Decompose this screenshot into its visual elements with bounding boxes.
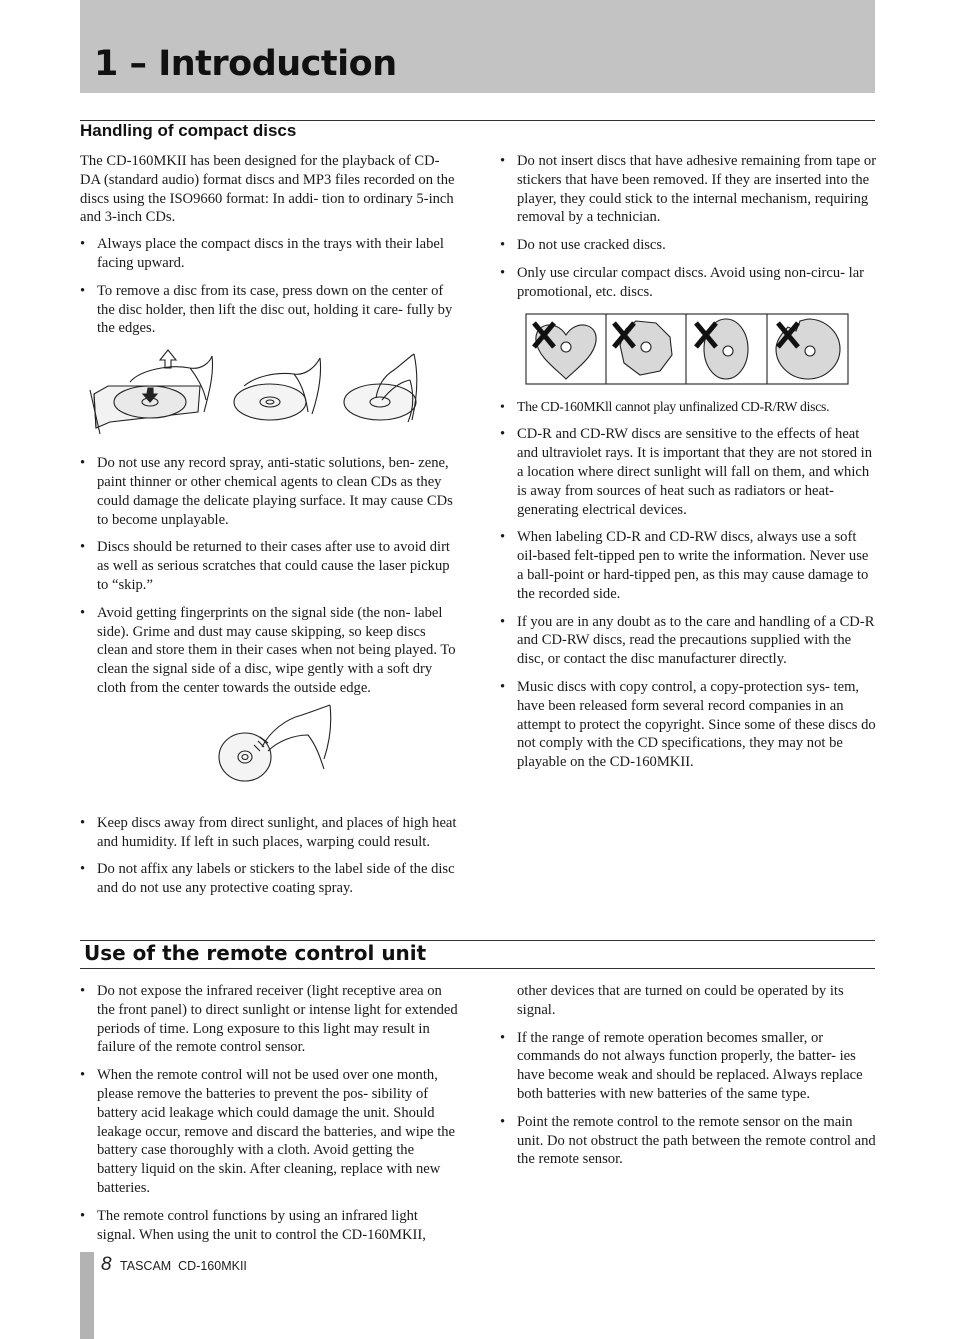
list-item: • Do not use any record spray, anti-static solutions, ben- zene, paint thinner or other chemical agents to clean CDs as they could damage the delicate playing surface. It may cause CDs to become unplayable. (80, 454, 458, 529)
disc-cleaning-illustration (80, 701, 458, 811)
bullet-list-handling-b (80, 454, 458, 698)
section-heading-handling-discs: Handling of compact discs (80, 121, 297, 140)
page-footer (101, 1254, 247, 1276)
right-column-handling (500, 152, 877, 772)
list-item: • If the range of remote operation becomes smaller, or commands do not always function properly, the batter- ies have become weak and should be replaced. Always replace both batteries with new batteries of the same type. (500, 1029, 877, 1104)
bullet-list-handling-right-a (500, 152, 877, 302)
list-item: • The CD-160MKll cannot play unfinalized CD-R/RW discs. (500, 398, 877, 417)
list-item: • The remote control functions by using an infrared light signal. When using the unit to control the CD-160MKII, (80, 1207, 458, 1245)
page-number: 8 (101, 1254, 112, 1275)
non-circular-discs-illustration (500, 305, 877, 397)
list-item: • Point the remote control to the remote sensor on the main unit. Do not obstruct the path between the remote control and the remote sensor. (500, 1113, 877, 1169)
list-item: • Always place the compact discs in the trays with their label facing upward. (80, 235, 458, 273)
footer-bar (80, 1252, 94, 1339)
intro-paragraph: The CD-160MKII has been designed for the playback of CD-DA (standard audio) format discs and MP3 files recorded on the discs using the ISO9660 format: In addi- tion to ordinary 5-inch and 3-inch CDs. (80, 153, 455, 226)
bullet-list-remote-left (80, 982, 458, 1244)
chapter-banner (80, 0, 875, 93)
list-item: • Discs should be returned to their cases after use to avoid dirt as well as serious scratches that could cause the laser pickup to “skip.” (80, 538, 458, 594)
list-item: • CD-R and CD-RW discs are sensitive to the effects of heat and ultraviolet rays. It is important that they are not stored in a location where direct sunlight will fall on them, and which is away from sources of heat such as radiators or heat-generating electrical devices. (500, 425, 877, 519)
list-item: • When the remote control will not be used over one month, please remove the batteries to prevent the pos- sibility of battery acid leakage which could damage the unit. Should leakage occur, remove and discard the batteries, and wipe the battery case thoroughly with a cloth. Avoid getting the battery liquid on the skin. After cleaning, replace with new batteries. (80, 1066, 458, 1198)
footer-brand: TASCAM CD-160MKII (120, 1259, 247, 1273)
section-heading-remote-control: Use of the remote control unit (84, 941, 427, 965)
right-column-remote (500, 982, 877, 1169)
bullet-list-handling-c (80, 814, 458, 898)
left-column-handling (80, 152, 458, 898)
list-item: • Do not insert discs that have adhesive remaining from tape or stickers that have been removed. If they are inserted into the player, they could stick to the internal mechanism, requiring removal by a technician. (500, 152, 877, 227)
bullet-list-handling-a (80, 235, 458, 338)
list-item: • If you are in any doubt as to the care and handling of a CD-R and CD-RW discs, read the precautions supplied with the disc, or contact the disc manufacturer directly. (500, 613, 877, 669)
list-item: • Only use circular compact discs. Avoid using non-circu- lar promotional, etc. discs. (500, 264, 877, 302)
list-item: • Avoid getting fingerprints on the signal side (the non- label side). Grime and dust may cause skipping, so keep discs clean and store them in their cases when not being played. To clean the signal side of a disc, wipe gently with a soft dry cloth from the center towards the outside edge. (80, 604, 458, 698)
list-item: • To remove a disc from its case, press down on the center of the disc holder, then lift the disc out, holding it care- fully by the edges. (80, 282, 458, 338)
bullet-list-remote-right (500, 1029, 877, 1170)
left-column-remote (80, 982, 458, 1244)
chapter-title: 1 – Introduction (94, 44, 397, 84)
list-item: • Music discs with copy control, a copy-protection sys- tem, have been released form several record companies in an attempt to protect the copyright. Since some of these discs do not comply with the CD specifications, they may not be playable on the CD-160MKII. (500, 678, 877, 772)
continued-paragraph: other devices that are turned on could be operated by its signal. (517, 983, 844, 1018)
list-item: • Do not expose the infrared receiver (light receptive area on the front panel) to direct sunlight or intense light for extended periods of time. Long exposure to this light may result in failure of the remote control sensor. (80, 982, 458, 1057)
list-item: • Keep discs away from direct sunlight, and places of high heat and humidity. If left in such places, warping could result. (80, 814, 458, 852)
bullet-list-handling-right-b (500, 398, 877, 772)
section-divider (80, 968, 875, 969)
list-item: • Do not affix any labels or stickers to the label side of the disc and do not use any protective coating spray. (80, 860, 458, 898)
disc-removal-illustration (80, 342, 458, 453)
list-item: • When labeling CD-R and CD-RW discs, always use a soft oil-based felt-tipped pen to write the information. Never use a ball-point or hard-tipped pen, as this may cause damage to the recorded side. (500, 528, 877, 603)
list-item: • Do not use cracked discs. (500, 236, 877, 255)
